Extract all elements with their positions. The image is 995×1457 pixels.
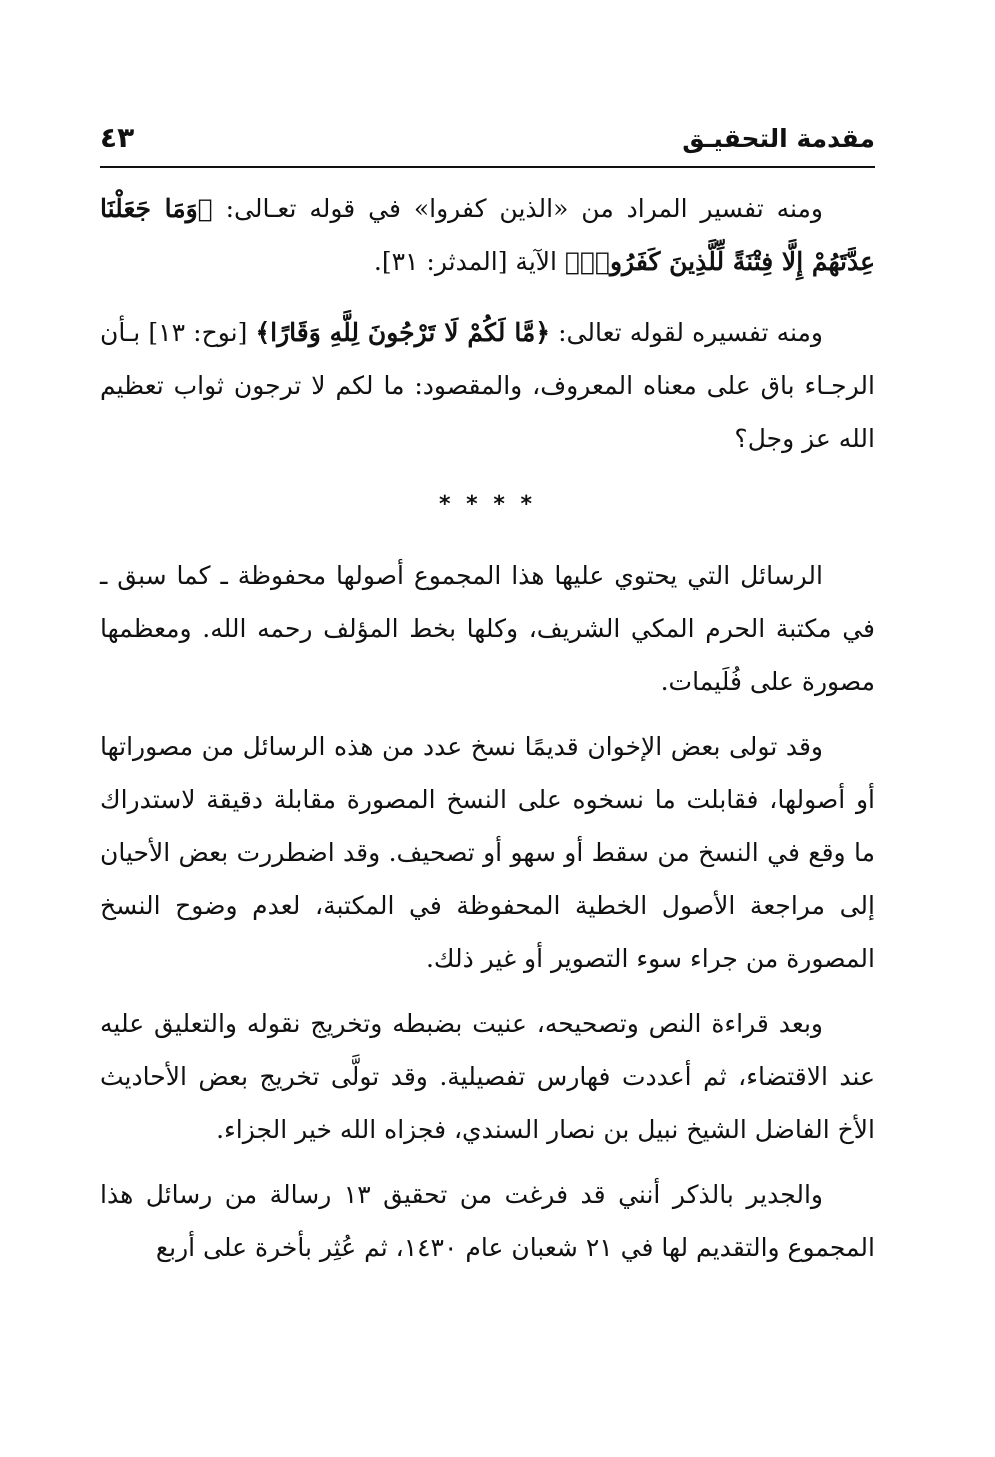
paragraph-tafsir-nuh bbox=[100, 306, 875, 465]
page-header bbox=[100, 118, 875, 162]
page-number: ٤٣ bbox=[100, 121, 135, 154]
body-text bbox=[100, 182, 875, 1286]
paragraph-text: الآية [المدثر: ٣١]. bbox=[373, 247, 565, 276]
paragraph-tafsir-muddaththir bbox=[100, 182, 875, 288]
quran-verse: ﴿مَّا لَكُمْ لَا تَرْجُونَ لِلَّهِ وَقَارًا﴾ bbox=[255, 318, 550, 347]
quran-verse: ﴿وَمَا جَعَلْنَا عِدَّتَهُمْ إِلَّا فِتْنَةً لِّلَّذِينَ كَفَرُوا۟﴾ bbox=[100, 194, 875, 276]
header-rule bbox=[100, 166, 875, 168]
paragraph-text: ومنه تفسير المراد من «الذين كفروا» في قوله تعـالى: bbox=[212, 194, 823, 223]
paragraph-copying: وقد تولى بعض الإخوان قديمًا نسخ عدد من هذه الرسائل من مصوراتها أو أصولها، فقابلت ما نسخوه على النسخ المصورة مقابلة دقيقة لاستدراك ما وقع في النسخ من سقط أو سهو أو تصحيف. وقد اضطررت بعض الأحيان إلى مراجعة الأصول الخطية المحفوظة في المكتبة، لعدم وضوح النسخ المصورة من جراء سوء التصوير أو غير ذلك. bbox=[100, 732, 875, 973]
paragraph-completion: والجدير بالذكر أنني قد فرغت من تحقيق ١٣ رسالة من رسائل هذا المجموع والتقديم لها في ٢١ شعبان عام ١٤٣٠، ثم عُثِر بأخرة على أربع bbox=[100, 1180, 875, 1262]
running-title: مقدمة التحقيـق bbox=[682, 124, 875, 153]
paragraph-editing: وبعد قراءة النص وتصحيحه، عنيت بضبطه وتخريج نقوله والتعليق عليه عند الاقتضاء، ثم أعددت فهارس تفصيلية. وقد تولَّى تخريج بعض الأحاديث الأخ الفاضل الشيخ نبيل بن نصار السندي، فجزاه الله خير الجزاء. bbox=[100, 1009, 875, 1144]
section-separator: * * * * bbox=[439, 492, 536, 517]
paragraph-text: ومنه تفسيره لقوله تعالى: bbox=[549, 318, 823, 347]
paragraph-manuscripts: الرسائل التي يحتوي عليها هذا المجموع أصولها محفوظة ـ كما سبق ـ في مكتبة الحرم المكي الشريف، وكلها بخط المؤلف رحمه الله. ومعظمها مصورة على فُلَيمات. bbox=[100, 561, 875, 696]
paragraph-text: [نوح: ١٣] بـأن الرجـاء باق على معناه المعروف، والمقصود: ما لكم لا ترجون ثواب تعظيم الله عز وجل؟ bbox=[100, 318, 875, 453]
